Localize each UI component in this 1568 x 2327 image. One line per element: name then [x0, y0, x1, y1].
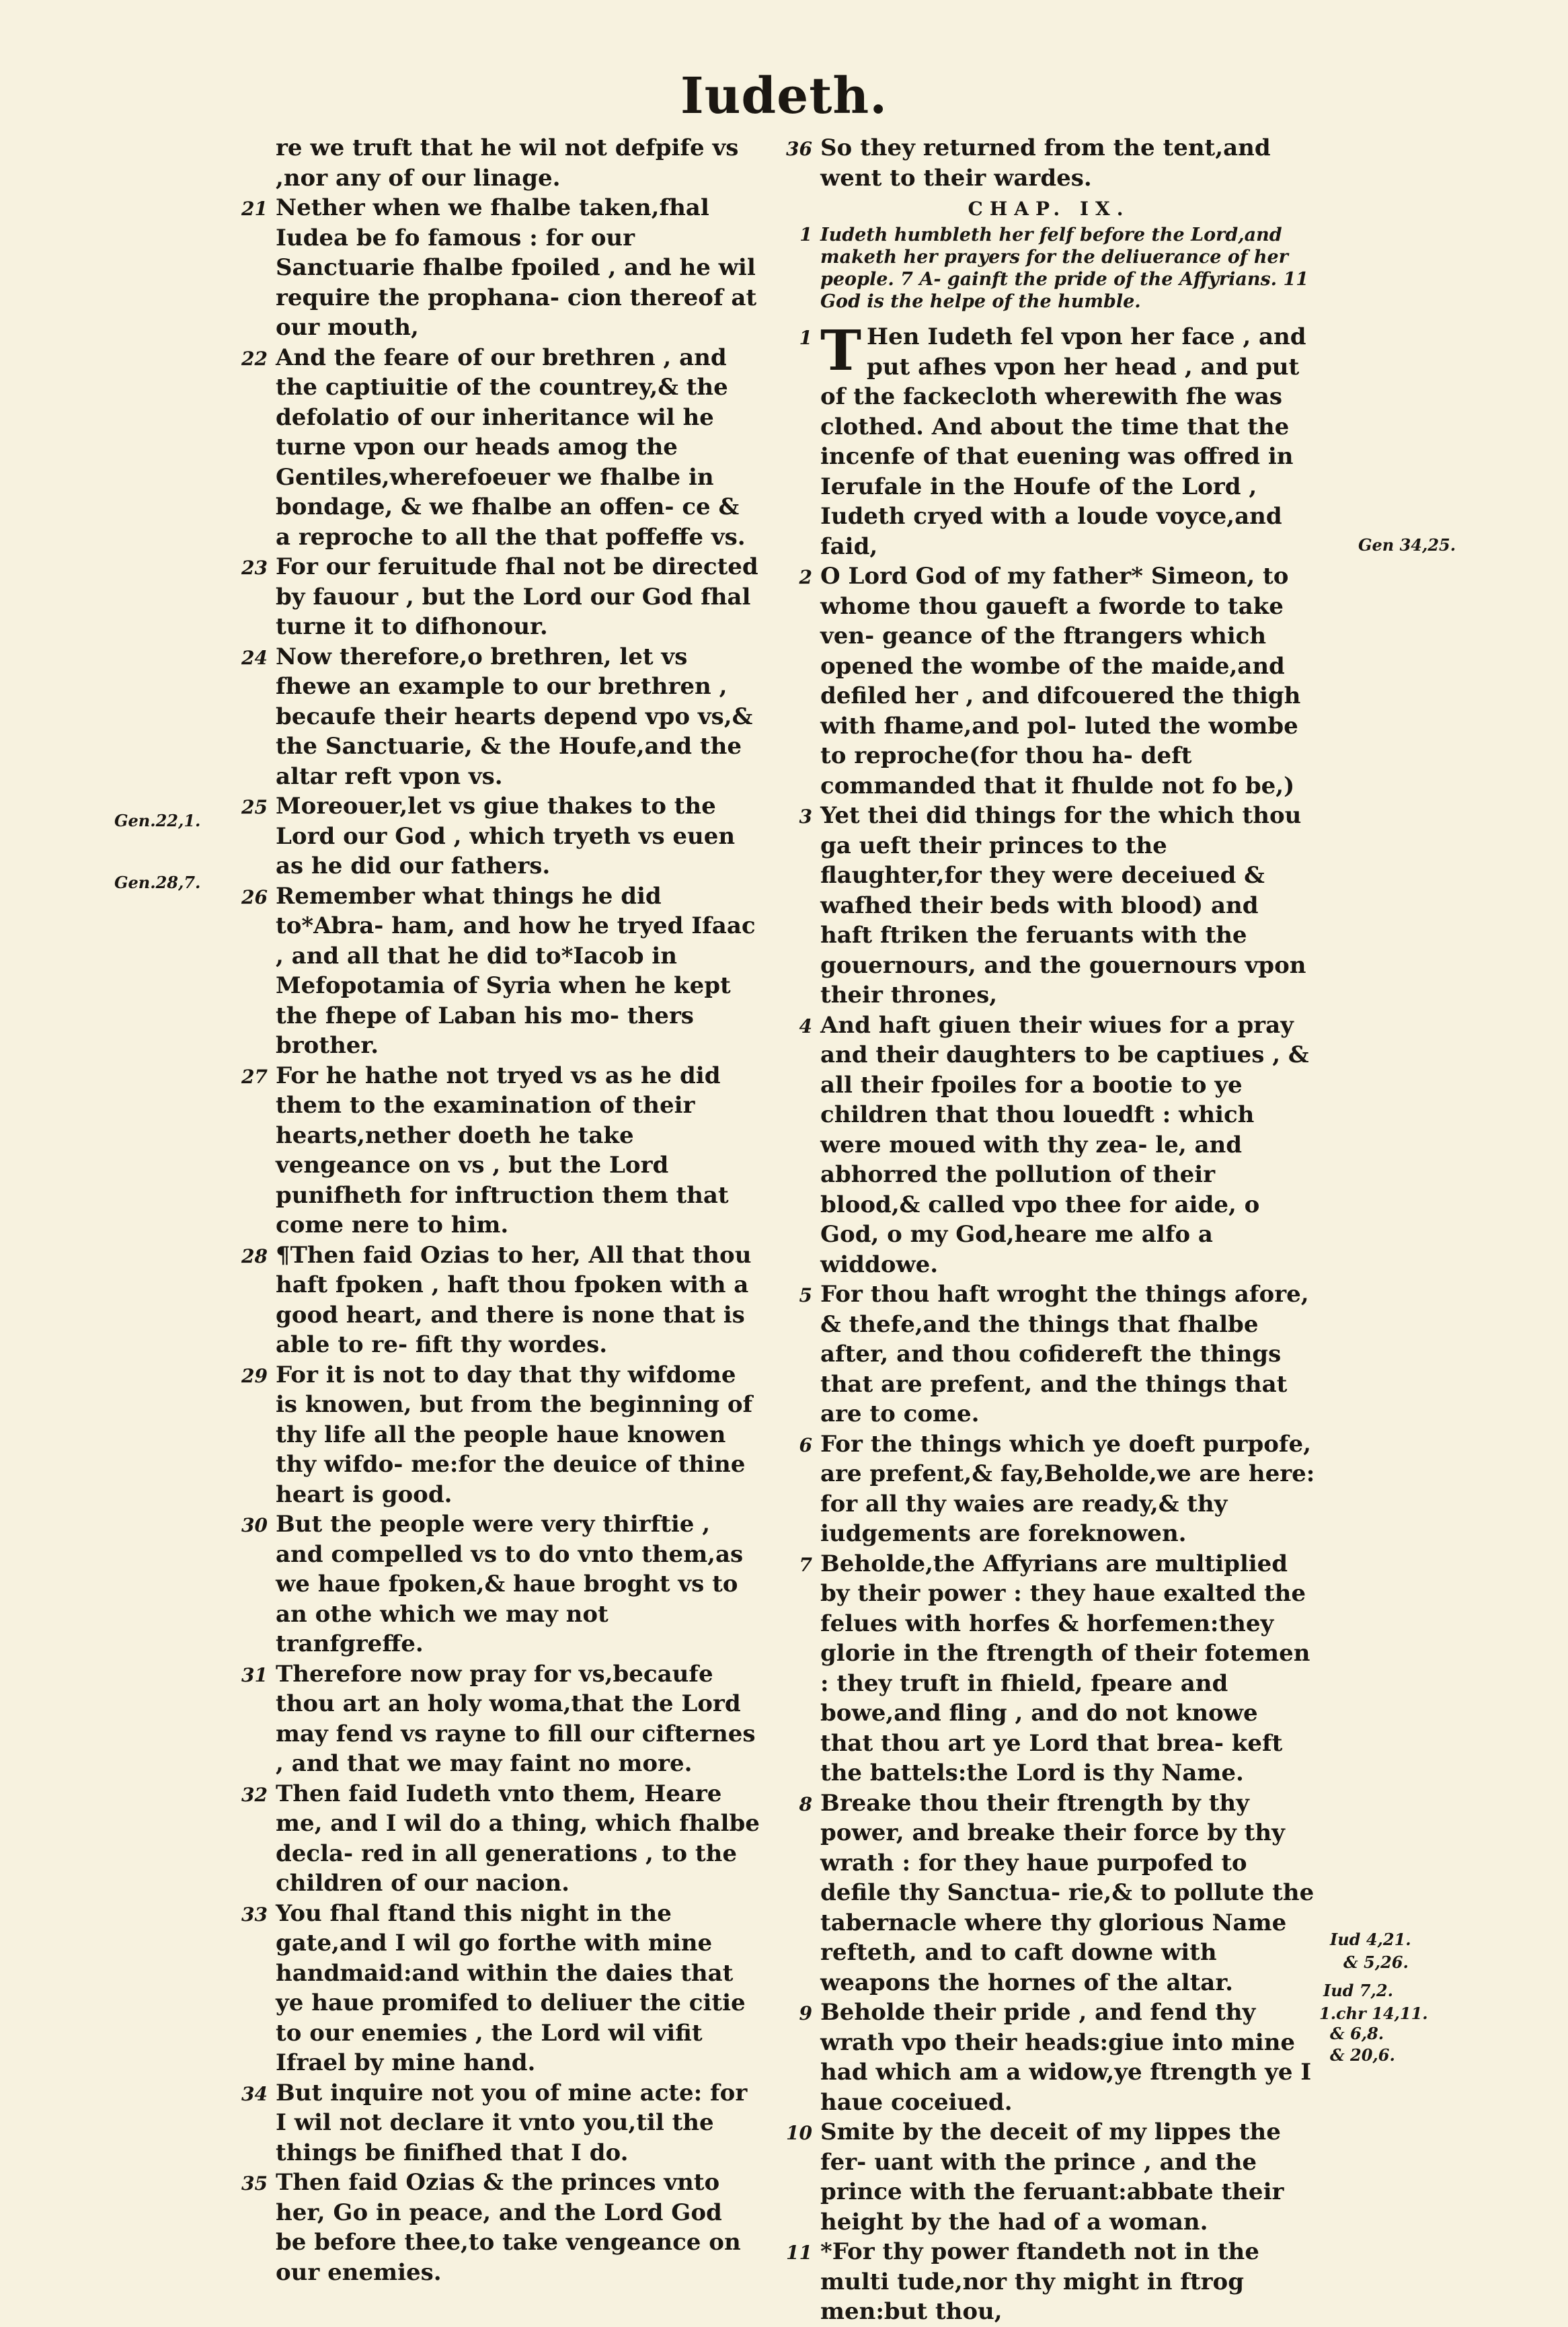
verse [780, 2237, 1318, 2327]
verse [235, 791, 760, 881]
margin-note: Iud 7,2. [1323, 1981, 1393, 2000]
chapter-heading: CHAP. IX. [968, 198, 1130, 220]
page-title: Iudeth. [680, 67, 888, 125]
summary-text: Iudeth humbleth her felf before the Lord,and maketh her prayers for the deliuerance of her people. 7 A- gainft the pride of the Affyrians. 11 God is the helpe of the humble. [820, 225, 1309, 312]
margin-note: Gen.28,7. [114, 873, 201, 892]
verse [235, 1899, 760, 2078]
verse [235, 193, 760, 343]
verse-number: 27 [241, 1065, 268, 1088]
verse-text: For he hathe not tryed vs as he did them to the examination of their hearts,nether doeth he take vengeance on vs , but the Lord punifheth for inftruction them that come nere to him. [276, 1062, 729, 1238]
verse-text: Remember what things he did to*Abra- ham, and how he tryed Ifaac , and all that he did to*Iacob in Mefopotamia of Syria when he kept the fhepe of Laban his mo- thers brother. [276, 882, 756, 1059]
verse-number: 33 [241, 1903, 268, 1926]
margin-note: Gen 34,25. [1358, 535, 1456, 555]
verse [780, 1788, 1318, 1998]
verse [780, 1998, 1318, 2117]
verse-text: But inquire not you of mine acte: for I wil not declare it vnto you,til the things be finifhed that I do. [276, 2079, 748, 2166]
verse-text: For it is not to day that thy wifdome is knowen, but from the beginning of thy life all the people haue knowen thy wifdo- me:for the deuice of thine heart is good. [276, 1361, 753, 1508]
verse-number: 21 [241, 198, 268, 220]
summary-number: 1 [799, 225, 812, 245]
verse [235, 1360, 760, 1510]
verse-number: 4 [799, 1015, 812, 1037]
verse-number: 24 [241, 646, 268, 669]
verse-number: 7 [799, 1553, 812, 1576]
verse-number: 8 [799, 1792, 812, 1815]
verse-number: 30 [241, 1514, 268, 1536]
verse-number: 36 [786, 138, 812, 160]
verse-text: Yet thei did things for the which thou ga ueft their princes to the flaughter,for they were deceiued & wafhed their beds with blood) and haft ftriken the feruants with the gouernours, and the gouernours vpon their thrones, [820, 802, 1306, 1009]
verse [780, 1549, 1318, 1788]
verse-text: And the feare of our brethren , and the captiuitie of the countrey,& the defolatio of our inheritance wil he turne vpon our heads amog the Gentiles,wherefoeuer we fhalbe in bondage, & we fhalbe an offen- ce & a reproche to all the that poffeffe vs. [276, 344, 746, 551]
verse-text: Beholde their pride , and fend thy wrath vpo their heads:giue into mine had which am a widow,ye ftrength ye I haue coceiued. [820, 1999, 1312, 2116]
margin-note: & 5,26. [1343, 1953, 1409, 1972]
verse-text: And haft giuen their wiues for a pray and their daughters to be captiues , & all their fpoiles for a bootie to ye children that thou louedft : which were moued with thy zea- le, and abhorred the pollution of their blood,& called vpo thee for aide, o God, o my God,heare me alfo a widdowe. [820, 1011, 1309, 1278]
verse [235, 133, 760, 193]
verse-text: So they returned from the tent,and went to their wardes. [820, 134, 1271, 192]
verse [780, 1429, 1318, 1549]
verse-number: 11 [786, 2242, 812, 2264]
verse [235, 343, 760, 553]
verse [235, 1509, 760, 1659]
verse-text: ¶Then faid Ozias to her, All that thou haft fpoken , haft thou fpoken with a good heart, and there is none that is able to re- fift thy wordes. [276, 1241, 752, 1358]
margin-note: Gen.22,1. [114, 811, 201, 830]
verse [235, 642, 760, 792]
margin-note: 1.chr 14,11. [1319, 2004, 1428, 2023]
margin-note: Iud 4,21. [1330, 1930, 1411, 1949]
verse [235, 552, 760, 642]
verse-number: 25 [241, 796, 268, 818]
verse [780, 319, 1318, 561]
verse-text: Therefore now pray for vs,becaufe thou art an holy woma,that the Lord may fend vs rayne to fill our cifternes , and that we may faint no more. [276, 1660, 756, 1777]
verse [235, 1061, 760, 1240]
verse [235, 1659, 760, 1779]
margin-note: & 20,6. [1330, 2045, 1395, 2065]
verse [235, 1240, 760, 1360]
verse-number: 26 [241, 885, 268, 908]
verse-text: *For thy power ftandeth not in the multi tude,nor thy might in ftrog men:but thou, [820, 2238, 1259, 2325]
verse [235, 2168, 760, 2287]
drop-cap: T [820, 319, 862, 383]
verse-number: 31 [241, 1663, 268, 1686]
verse-text: For thou haft wroght the things afore, & thefe,and the things that fhalbe after, and thou cofidereft the things that are prefent, and the things that are to come. [820, 1281, 1309, 1427]
verse-text: For the things which ye doeft purpofe, are prefent,& fay,Beholde,we are here: for all thy waies are ready,& thy iudgements are foreknowen. [820, 1430, 1315, 1547]
verse-number: 28 [241, 1245, 268, 1267]
verse [235, 2078, 760, 2168]
verse-text: You fhal ftand this night in the gate,and I wil go forthe with mine handmaid:and within the daies that ye haue promifed to deliuer the citie to our enemies , the Lord wil vifit Ifrael by mine hand. [276, 1899, 746, 2076]
verse [235, 1779, 760, 1899]
verse [780, 561, 1318, 801]
verse-text: For our feruitude fhal not be directed by fauour , but the Lord our God fhal turne it to difhonour. [276, 553, 758, 640]
verse-text: O Lord God of my father* Simeon, to whome thou gaueft a fworde to take ven- geance of the ftrangers which opened the wombe of the maide,and defiled her , and difcouered the thigh with fhame,and pol- luted the wombe to reproche(for thou ha- deft commanded that it fhulde not fo be,) [820, 563, 1301, 799]
verse-number: 5 [799, 1284, 812, 1306]
verse [235, 881, 760, 1061]
verse-number: 3 [799, 805, 812, 828]
verse-text: Hen Iudeth fel vpon her face , and put afhes vpon her head , and put of the fackecloth wherewith fhe was clothed. And about the time that the incenfe of that euening was offred in Ierufale in the Houfe of the Lord , Iudeth cryed with a loude voyce,and faid, [820, 323, 1306, 560]
verse-number: 1 [799, 327, 812, 349]
verse-number: 6 [799, 1433, 812, 1456]
verse-text: Then faid Ozias & the princes vnto her, Go in peace, and the Lord God be before thee,to take vengeance on our enemies. [276, 2169, 741, 2286]
verse-text: Smite by the deceit of my lippes the fer- uant with the prince , and the prince with the feruant:abbate their height by the had of a woman. [820, 2119, 1284, 2236]
verse-text: Breake thou their ftrength by thy power, and breake their force by thy wrath : for they haue purpofed to defile thy Sanctua- rie,& to pollute the tabernacle where thy glorious Name refteth, and to caft downe with weapons the hornes of the altar. [820, 1789, 1315, 1996]
margin-note: & 6,8. [1330, 2024, 1384, 2043]
verse-number: 2 [799, 566, 812, 588]
verse-number: 23 [241, 557, 268, 579]
right-column [780, 133, 1318, 2327]
verse-number: 22 [241, 347, 268, 370]
verse-text: But the people were very thirftie , and compelled vs to do vnto them,as we haue fpoken,& haue broght vs to an othe which we may not tranfgreffe. [276, 1511, 744, 1657]
verse [780, 1279, 1318, 1429]
verse-text: Moreouer,let vs giue thakes to the Lord our God , which tryeth vs euen as he did our fathers. [276, 793, 736, 879]
verse-number: 10 [786, 2122, 812, 2144]
left-column [235, 133, 760, 2287]
verse-text: Then faid Iudeth vnto them, Heare me, and I wil do a thing, which fhalbe decla- red in all generations , to the children of our nacion. [276, 1780, 760, 1897]
verse-text: re we truft that he wil not defpife vs ,nor any of our linage. [276, 134, 739, 192]
verse-number: 32 [241, 1783, 268, 1806]
verse-number: 34 [241, 2082, 268, 2105]
verse [780, 1011, 1318, 1280]
verse-text: Nether when we fhalbe taken,fhal Iudea be fo famous : for our Sanctuarie fhalbe fpoiled , and he wil require the prophana- cion thereof at our mouth, [276, 194, 757, 341]
verse-text: Beholde,the Affyrians are multiplied by their power : they haue exalted the felues with horfes & horfemen:they glorie in the ftrength of their fotemen : they truft in fhield, fpeare and bowe,and fling , and do not knowe that thou art ye Lord that brea- keft the battels:the Lord is thy Name. [820, 1550, 1310, 1786]
verse-text: Now therefore,o brethren, let vs fhewe an example to our brethren , becaufe their hearts depend vpo vs,& the Sanctuarie, & the Houfe,and the altar reft vpon vs. [276, 643, 753, 790]
verse-number: 9 [799, 2002, 812, 2024]
chapter-summary [780, 224, 1318, 313]
verse [780, 133, 1318, 193]
verse-number: 35 [241, 2172, 268, 2195]
verse [780, 801, 1318, 1011]
verse-number: 29 [241, 1364, 268, 1387]
